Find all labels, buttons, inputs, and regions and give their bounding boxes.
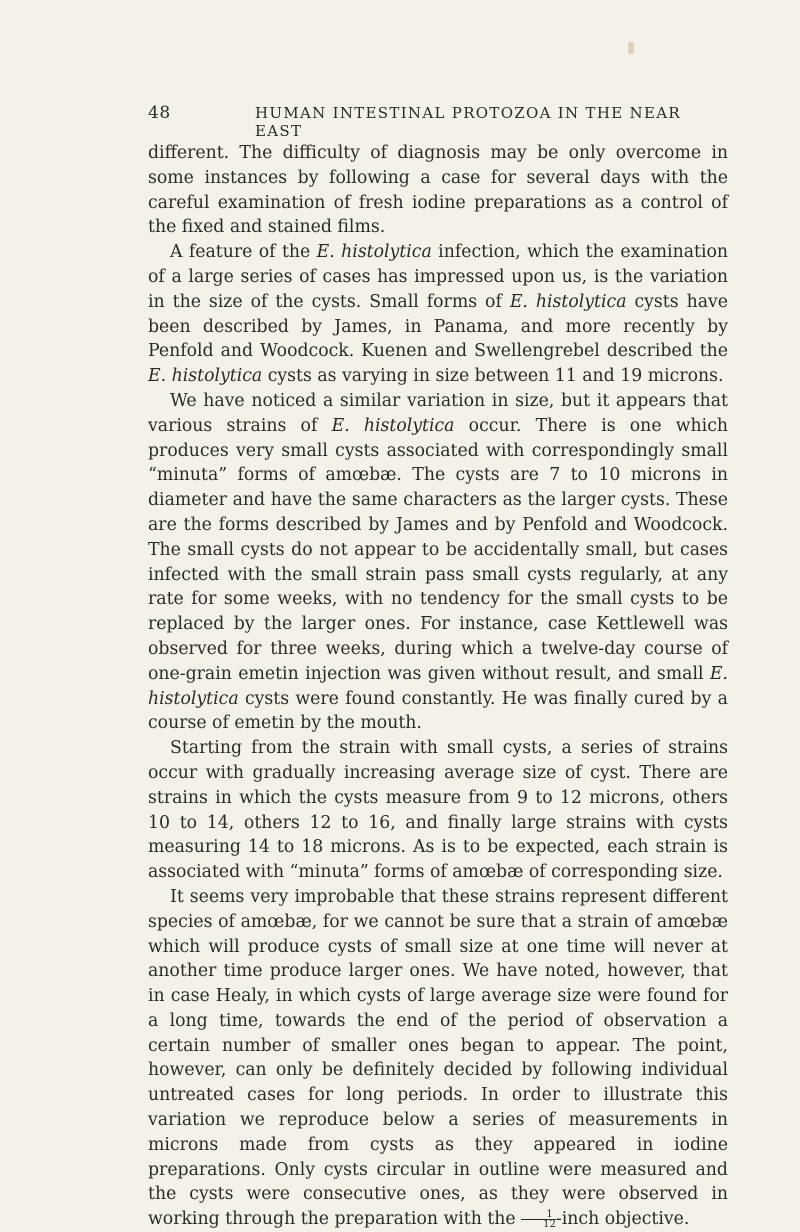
text-run: infection, which the examination of a large series of cases has impressed upon us, is the variation in the size of the cysts. Small forms of bbox=[148, 242, 729, 312]
fraction-denominator: 12 bbox=[543, 1219, 556, 1231]
text-run: A feature of the bbox=[170, 242, 317, 263]
text-run: cysts as varying in size between 11 and 19 microns. bbox=[262, 366, 724, 387]
body-text bbox=[148, 141, 728, 1232]
paragraph-4: Starting from the strain with small cysts, a series of strains occur with gradually increasing average size of cyst. There are strains in which the cysts measure from 9 to 12 microns, others 10 to 14, others 12 to 16, and finally large strains with cysts measuring 14 to 18 microns. As is to be expected, each strain is associated with “minuta” forms of amœbæ of corresponding size. bbox=[148, 738, 728, 883]
text-run: cysts have been described by James, in Panama, and more recently by Penfold and Woodcock. Kuenen and Swellengrebel described the bbox=[148, 291, 728, 362]
species-name: E. histolytica bbox=[509, 291, 627, 312]
text-run: It seems very improbable that these strains represent different species of amœbæ, for we cannot be sure that a strain of amœbæ which will produce cysts of small size at one time will never at another time produce larger ones. We have noted, however, that in case Healy, in which cysts of large average size were found for a long time, towards the end of the period of observation a certain number of smaller ones began to appear. The point, however, can only be definitely decided by following individual untreated cases for long periods. In order to illustrate this variation we reproduce below a series of measurements in microns made from cysts as they appeared in iodine preparations. Only cysts circular in outline were measured and the cysts were consecutive ones, as they were observed in working through the preparation with the bbox=[148, 886, 728, 1230]
text-run: occur. There is one which produces very small cysts associated with correspondingly small “minuta” forms of amœbæ. The cysts are 7 to 10 microns in diameter and have the same characters as the larger cysts. These are the forms described by James and by Penfold and Woodcock. The small cysts do not appear to be accidentally small, but cases infected with the small strain pass small cysts regularly, at any rate for some weeks, with no tendency for the small cysts to be replaced by the larger ones. For instance, case Kettlewell was observed for three weeks, during which a twelve-day course of one-grain emetin injection was given without result, and small bbox=[148, 415, 728, 684]
paper-blemish bbox=[628, 42, 634, 54]
paragraph-1: different. The difficulty of diagnosis may be only overcome in some instances by following a case for several days with the careful examination of fresh iodine preparations as a control of the fixed and stained films. bbox=[148, 143, 728, 238]
species-name: E. histolytica bbox=[331, 415, 455, 436]
running-title: HUMAN INTESTINAL PROTOZOA IN THE NEAR EAST bbox=[255, 104, 681, 140]
fraction-numerator: 1 bbox=[521, 1210, 556, 1220]
text-run: -inch objective. bbox=[555, 1209, 690, 1230]
paragraph-5 bbox=[148, 885, 728, 1232]
text-run: We have noticed a similar variation in size, but it appears that various strains of bbox=[148, 390, 728, 436]
paragraph-2 bbox=[148, 240, 728, 389]
species-name: E. histolytica bbox=[316, 242, 432, 263]
page-header bbox=[148, 103, 728, 140]
page-number: 48 bbox=[148, 103, 171, 123]
fraction-one-twelfth bbox=[521, 1210, 556, 1229]
species-name: E. histolytica bbox=[148, 366, 263, 387]
species-name: E. histolytica bbox=[148, 663, 728, 709]
text-run: cysts were found constantly. He was finally cured by a course of emetin by the mouth. bbox=[148, 688, 728, 734]
paragraph-3 bbox=[148, 389, 728, 736]
